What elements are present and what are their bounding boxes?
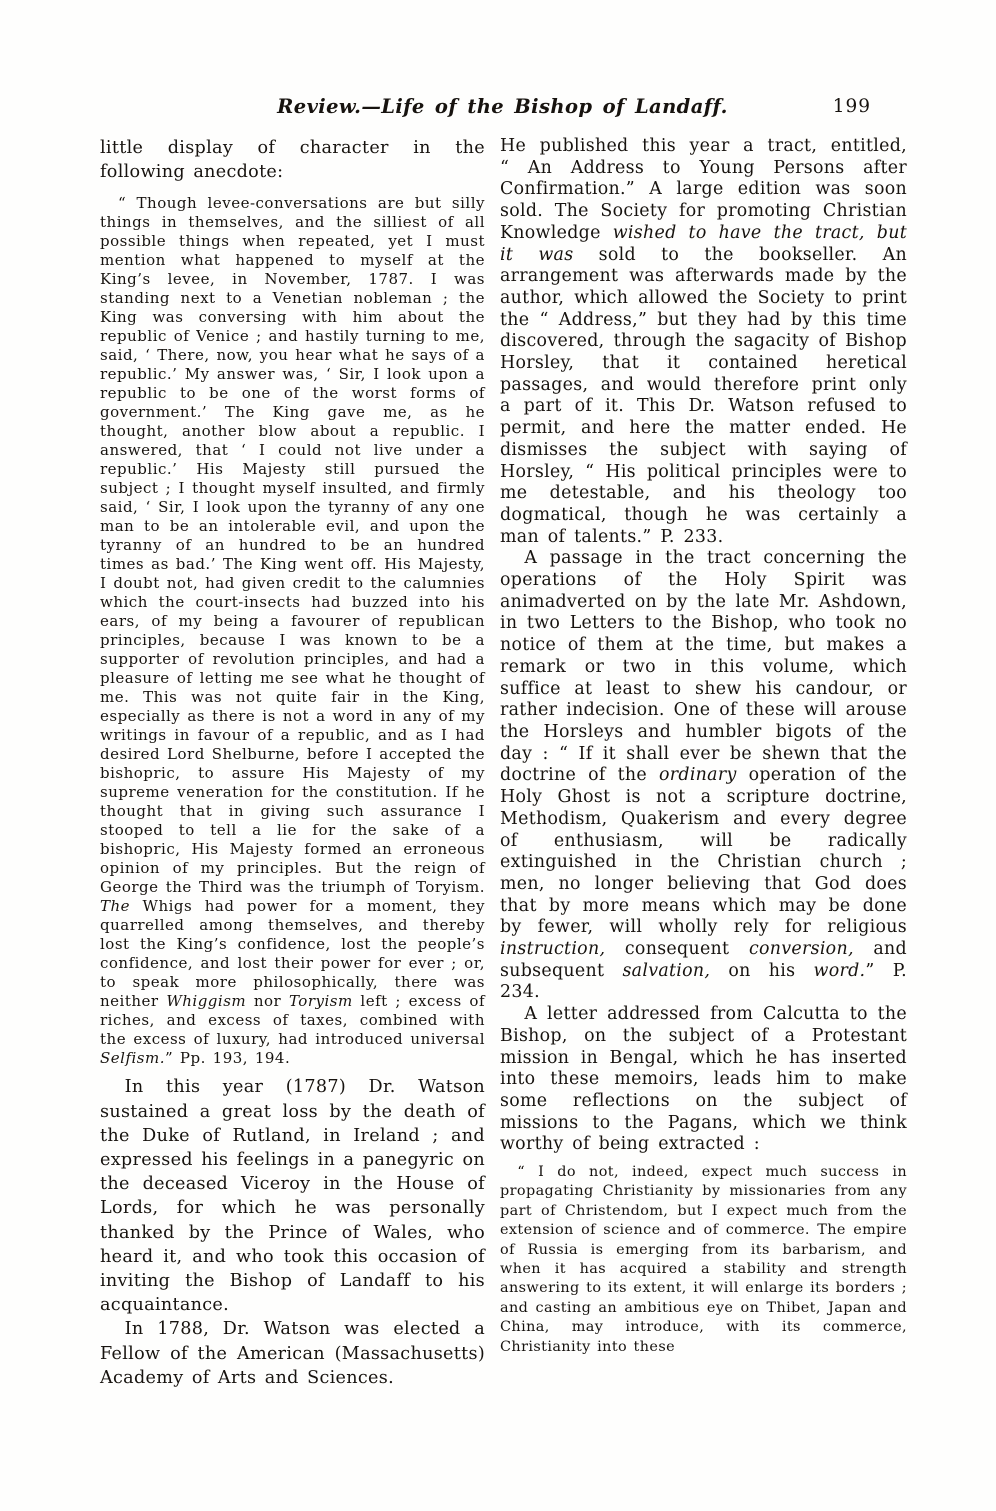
text-run: A letter addressed from Calcutta to the Bishop, on the subject of a Protestant mission in Bengal, which he has inserted into these memoirs, leads him to make some reflections on the subject of missions to the Pagans, which we think worthy of being extracted :: [500, 1004, 907, 1155]
italic-text-run: instruction,: [500, 939, 606, 960]
text-run: ” P. 234.: [500, 960, 907, 1003]
text-run: In 1788, Dr. Watson was elected a Fellow of the American (Massachusetts) Academy of Arts and Sciences.: [100, 1319, 485, 1388]
italic-text-run: The: [100, 897, 131, 916]
column-right: [500, 136, 907, 1357]
text-run: little display of character in the following anecdote:: [100, 138, 485, 183]
text-run: ” Pp. 193, 194.: [165, 1049, 291, 1068]
italic-text-run: salvation,: [622, 960, 711, 981]
running-title: Review.—Life of the Bishop of Landaff.: [277, 95, 728, 118]
text-run: nor: [246, 992, 289, 1011]
text-run: “ I do not, indeed, expect much success in propagating Christianity by missionaries from any part of Christendom, but I expect much from the extension of science and of commerce. The empire of Russia is emerging from its barbarism, and when it has acquired a stability and strength answering to its extent, it will enlarge its borders ; and casting an ambitious eye on Thibet, Japan and China, may introduce, with its commerce, Christianity into these: [500, 1164, 907, 1355]
text-columns: [100, 136, 907, 1390]
italic-text-run: word.: [813, 960, 866, 981]
text-run: “ Though levee-conversations are but silly things in themselves, and the silliest of all possible things when repeated, yet I must mention what happened to myself at the King’s levee, in November, 1787. I was standing next to a Venetian nobleman ; the King was conversing with him about the republic of Venice ; and hastily turning to me, said, ‘ There, now, you hear what he says of a republic.’ My answer was, ‘ Sir, I look upon a republic to be one of the worst forms of government.’ The King gave me, as he thought, another blow about a republic. I answered, that ‘ I could not live under a republic.’ His Majesty still pursued the subject ; I thought myself insulted, and firmly said, ‘ Sir, I look upon the tyranny of any one man to be an intolerable evil, and upon the tyranny of an hundred to be an hundred times as bad.’ The King went off. His Majesty, I doubt not, had given credit to the calumnies which the court-insects had buzzed into his ears, of my being a favourer of republican principles, because I was known to be a supporter of revolution principles, and had a pleasure of letting me see what he thought of me. This was not quite fair in the King, especially as there is not a word in any of my writings in favour of a republic, and as I had desired Lord Shelburne, before I accepted the bishopric, to assure His Majesty of my supreme veneration for the constitution. If he thought that in giving such assurance I stooped to tell a lie for the sake of a bishopric, His Majesty formed an erroneous opinion of my principles. But the reign of George the Third was the triumph of Toryism.: [100, 194, 485, 897]
text-run: and subsequent: [500, 939, 907, 981]
text-run: left ; excess of riches, and excess of taxes, combined with the excess of luxury, had introduced universal: [100, 992, 485, 1049]
column-left: [100, 136, 485, 1390]
page-header: [100, 95, 905, 125]
text-run: sold to the bookseller. An arrangement was afterwards made by the author, which allowed the Society to print the “ Address,” but they had by this time discovered, through the sagacity of Bishop Horsley, that it contained heretical passages, and would therefore print only a part of it. This Dr. Watson refused to permit, and here the matter ended. He dismisses the subject with saying of Horsley, “ His political principles were to me detestable, and his theology too dogmatical, though he was certainly a man of talents.” P. 233.: [500, 244, 907, 547]
text-run: Whigs had power for a moment, they quarrelled among themselves, and thereby lost the King’s confidence, lost the people’s confidence, and lost their power for ever ; or, to speak more philosophically, there was neither: [100, 897, 485, 1011]
text-run: consequent: [605, 939, 749, 960]
body-paragraph: [100, 1317, 485, 1390]
text-run: He published this year a tract, entitled, “ An Address to Young Persons after Confirmation.” A large edition was soon sold. The Society for promoting Christian Knowledge: [500, 136, 907, 243]
body-paragraph: [500, 1004, 907, 1156]
body-paragraph: [100, 136, 485, 184]
text-run: In this year (1787) Dr. Watson sustained a great loss by the death of the Duke of Rutland, in Ireland ; and expressed his feelings in a panegyric on the deceased Viceroy in the House of Lords, for which he was personally thanked by the Prince of Wales, who heard it, and who took this occasion of inviting the Bishop of Landaff to his acquaintance.: [100, 1077, 485, 1316]
body-paragraph: [100, 1075, 485, 1317]
text-run: A passage in the tract concerning the operations of the Holy Spirit was animadverted on by the late Mr. Ashdown, in two Letters to the Bishop, who took no notice of them at the time, but makes a remark or two in this volume, which suffice at least to shew his candour, or rather indecision. One of these will arouse the Horsleys and humbler bigots of the day : “ If it shall ever be shewn that the doctrine of the: [500, 548, 907, 786]
italic-text-run: conversion,: [748, 939, 854, 960]
page-number: 199: [832, 96, 871, 117]
italic-text-run: ordinary: [659, 765, 737, 786]
text-run: on his: [710, 960, 814, 981]
quote-paragraph: [100, 194, 485, 1068]
text-run: operation of the Holy Ghost is not a scripture doctrine, Methodism, Quakerism and every degree of enthusiasm, will be radically extinguished in the Christian church ; men, no longer believing that God does that by more means which may be done by fewer, will wholly rely for religious: [500, 765, 907, 938]
body-paragraph: [500, 548, 907, 1004]
body-paragraph: [500, 136, 907, 548]
italic-text-run: Selfism.: [100, 1049, 165, 1068]
italic-text-run: Toryism: [288, 992, 353, 1011]
quote-paragraph: [500, 1163, 907, 1357]
italic-text-run: Whiggism: [166, 992, 247, 1011]
italic-text-run: wished to have the tract, but it was: [500, 222, 907, 265]
